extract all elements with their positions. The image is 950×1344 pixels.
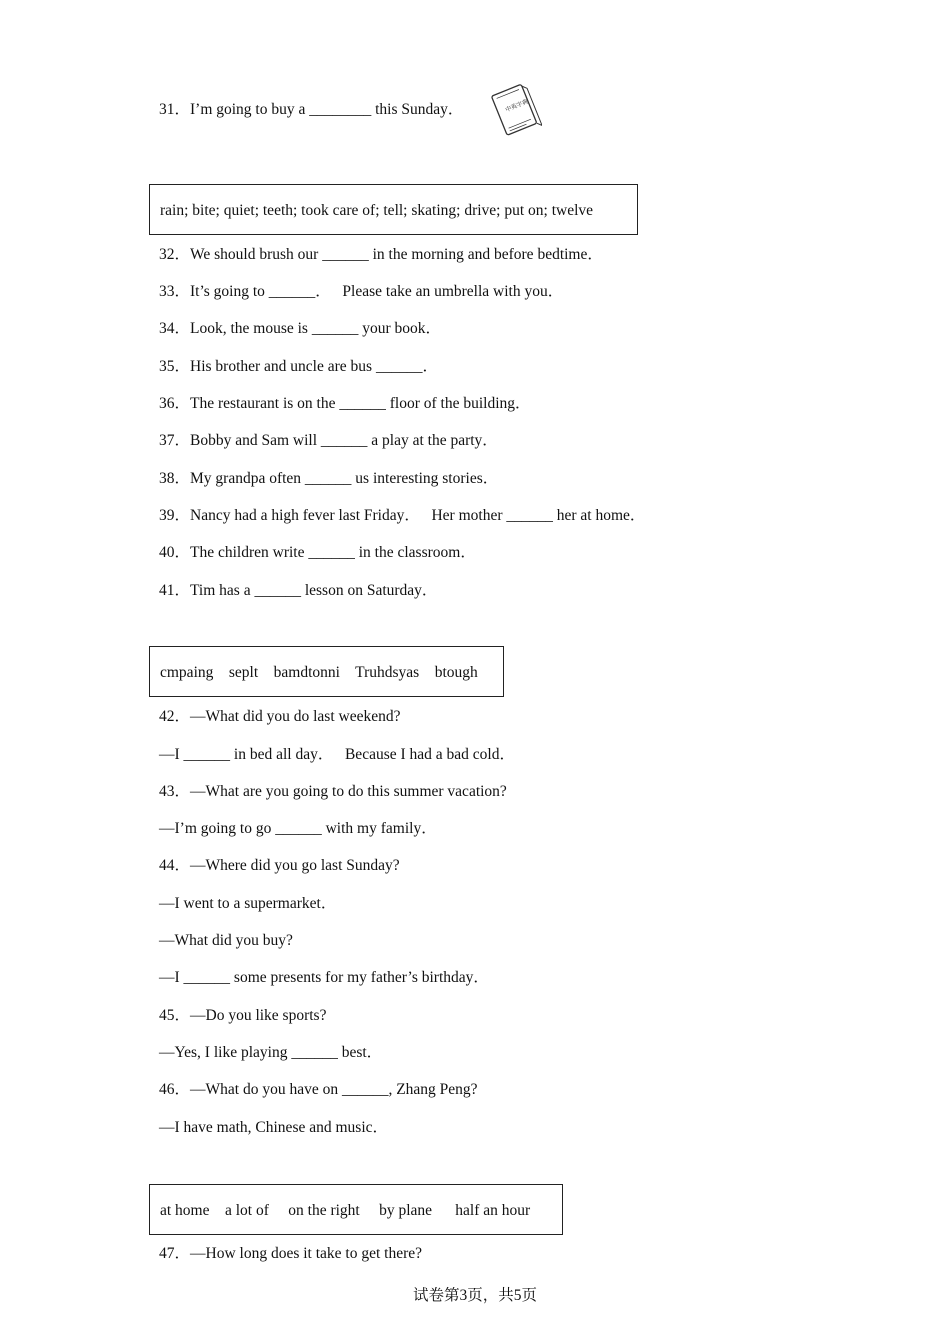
question-39: 39．Nancy had a high fever last Friday． Her mother ______ her at home． — [159, 507, 646, 524]
question-45: 45．—Do you like sports? — [159, 1007, 327, 1024]
question-31: 31．I’m going to buy a ________ this Sunday． — [159, 101, 464, 118]
word-bank-1: rain; bite; quiet; teeth; took care of; tell; skating; drive; put on; twelve — [149, 184, 638, 235]
dictionary-book-icon — [490, 78, 542, 140]
question-43: 43．—What are you going to do this summer vacation? — [159, 783, 507, 800]
question-33: 33．It’s going to ______． Please take an umbrella with you． — [159, 283, 564, 300]
question-47: 47．—How long does it take to get there? — [159, 1245, 423, 1262]
question-42: 42．—What did you do last weekend? — [159, 708, 401, 725]
question-37: 37．Bobby and Sam will ______ a play at the party． — [159, 432, 498, 449]
answer-45: —Yes, I like playing ______ best． — [159, 1044, 383, 1061]
word-bank-2: cmpaing seplt bamdtonni Truhdsyas btough — [149, 646, 504, 697]
question-44b: —What did you buy? — [159, 932, 293, 949]
answer-44a: —I went to a supermarket． — [159, 895, 337, 912]
question-32: 32．We should brush our ______ in the morning and before bedtime． — [159, 246, 603, 263]
question-46: 46．—What do you have on ______, Zhang Peng? — [159, 1081, 478, 1098]
answer-43: —I’m going to go ______ with my family． — [159, 820, 437, 837]
svg-text:中英字典: 中英字典 — [504, 98, 530, 114]
answer-46: —I have math, Chinese and music． — [159, 1119, 389, 1136]
answer-42: —I ______ in bed all day． Because I had a bad cold． — [159, 746, 515, 763]
question-34: 34．Look, the mouse is ______ your book． — [159, 320, 441, 337]
question-40: 40．The children write ______ in the classroom． — [159, 544, 476, 561]
page-footer: 试卷第3页，共5页 — [412, 1287, 537, 1304]
answer-44b: —I ______ some presents for my father’s birthday． — [159, 969, 489, 986]
word-bank-3: at home a lot of on the right by plane half an hour — [149, 1184, 563, 1235]
question-41: 41．Tim has a ______ lesson on Saturday． — [159, 582, 438, 599]
question-38: 38．My grandpa often ______ us interesting stories． — [159, 470, 499, 487]
question-35: 35．His brother and uncle are bus ______． — [159, 358, 438, 375]
question-36: 36．The restaurant is on the ______ floor of the building． — [159, 395, 531, 412]
question-44: 44．—Where did you go last Sunday? — [159, 857, 400, 874]
